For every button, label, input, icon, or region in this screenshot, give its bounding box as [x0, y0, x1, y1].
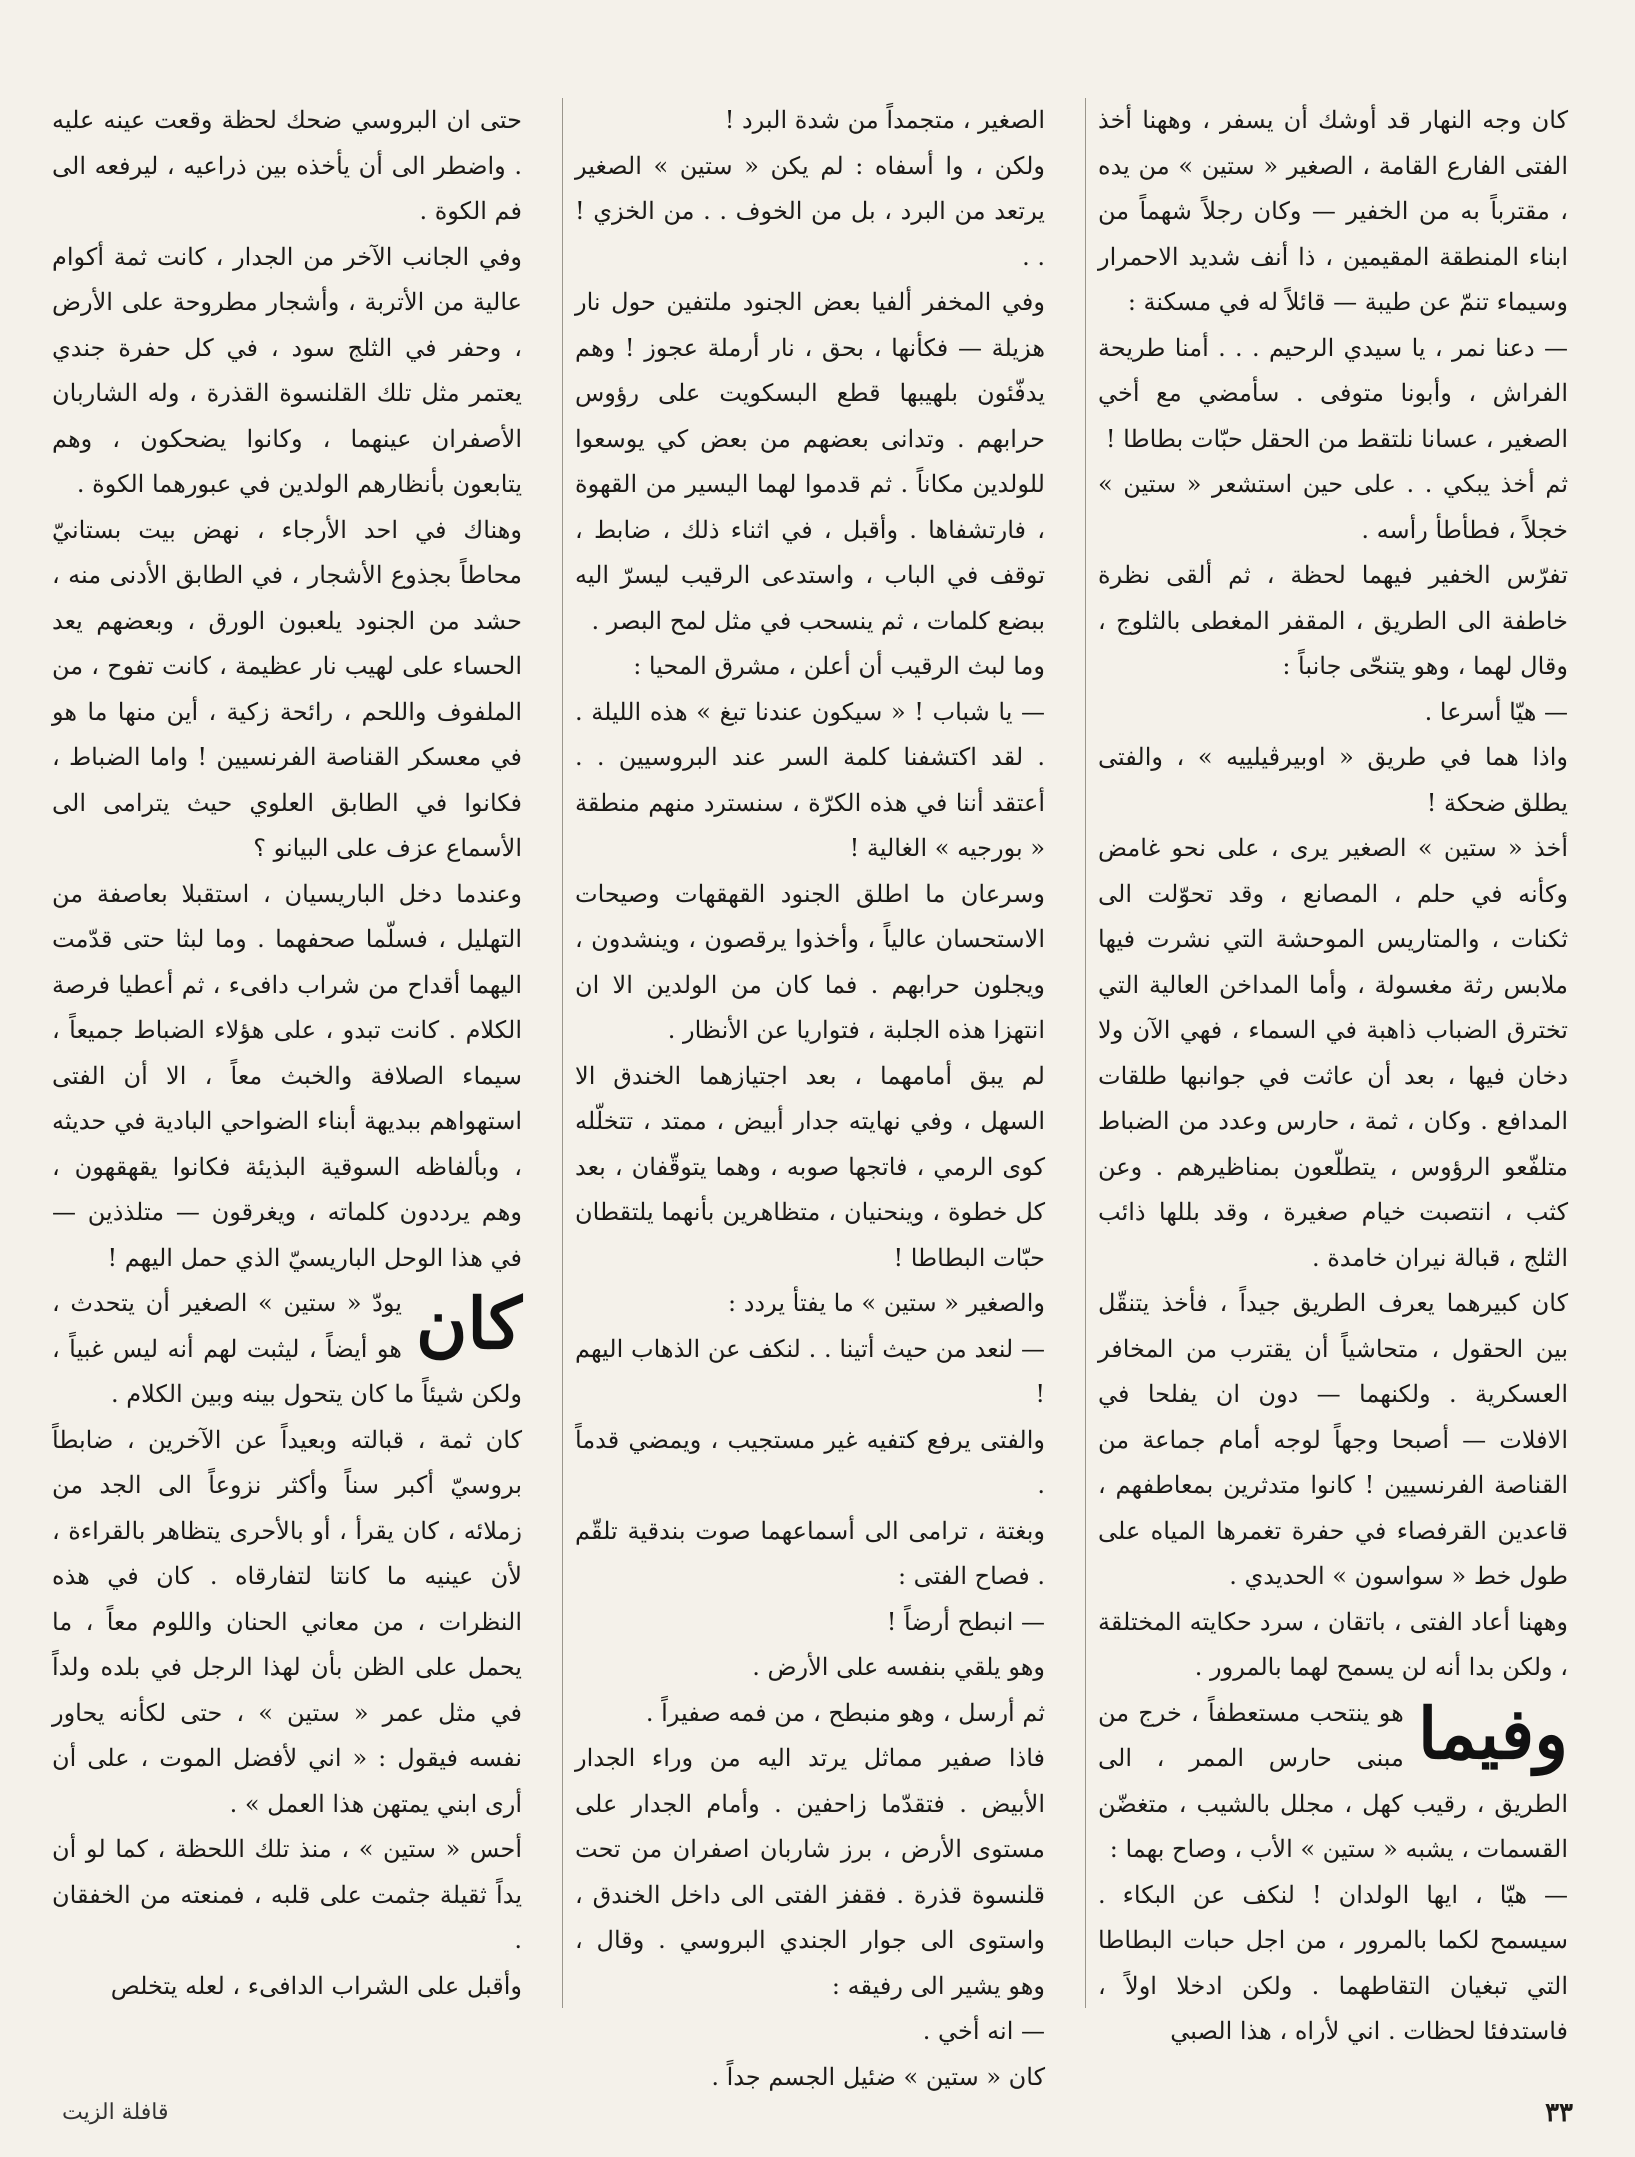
paragraph: ثم أرسل ، وهو منبطح ، من فمه صفيراً . — [645, 1698, 1045, 1727]
paragraph: كان كبيرهما يعرف الطريق جيداً ، فأخذ يتنقّل بين الحقول ، متحاشياً أن يقترب من المخافر العسكرية . ولكنهما — دون ان يفلحا في الافلات — أصبحا وجهاً لوجه أمام جماعة من القناصة الفرنسيين ! كانوا متدثرين بمعاطفهم ، قاعدين القرفصاء في حفرة تغمرها المياه على طول خط « سواسون » الحديدي . — [1098, 1289, 1568, 1590]
paragraph-with-dropcap — [1098, 1691, 1568, 1873]
paragraph: الصغير ، متجمداً من شدة البرد ! — [724, 106, 1045, 134]
paragraph: — يا شباب ! « سيكون عندنا تبغ » هذه الليلة . . لقد اكتشفنا كلمة السر عند البروسيين . . أعتقد أننا في هذه الكرّة ، سنسترد منهم منطقة « بورجيه » الغالية ! — [575, 697, 1045, 862]
paragraph: وبغتة ، ترامى الى أسماعهما صوت بندقية تلقّم . فصاح الفتى : — [575, 1516, 1045, 1590]
paragraph: — هيّا ، ايها الولدان ! لنكف عن البكاء . سيسمح لكما بالمرور ، من اجل حبات البطاطا التي تبغيان التقاطهما . ولكن ادخلا اولاً ، فاستدفئا لحظات . اني لأراه ، هذا الصبي — [1098, 1880, 1568, 2045]
paragraph: — هيّا أسرعا . — [1424, 697, 1568, 726]
magazine-name: قافلة الزيت — [62, 2100, 169, 2125]
paragraph: كان وجه النهار قد أوشك أن يسفر ، وههنا أخذ الفتى الفارع القامة ، الصغير « ستين » من يده ، مقترباً به من الخفير — وكان رجلاً شهماً من ابناء المنطقة المقيمين ، ذا أنف شديد الاحمرار وسيماء تنمّ عن طيبة — قائلاً له في مسكنة : — [1098, 106, 1568, 316]
paragraph: واذا هما في طريق « اوبيرڤيلييه » ، والفتى يطلق ضحكة ! — [1098, 743, 1568, 817]
paragraph: كان ثمة ، قبالته وبعيداً عن الآخرين ، ضابطاً بروسيّ أكبر سناً وأكثر نزوعاً الى الجد من زملائه ، كان يقرأ ، أو بالأحرى يتظاهر بالقراءة ، لأن عينيه ما كانتا لتفارقاه . كان في هذه النظرات ، من معاني الحنان واللوم معاً ، ما يحمل على الظن بأن لهذا الرجل في بلده ولداً في مثل عمر « ستين » ، حتى لكأنه يحاور نفسه فيقول : « اني لأفضل الموت ، على أن أرى ابني يمتهن هذا العمل » . — [52, 1425, 522, 1818]
paragraph: وهو يلقي بنفسه على الأرض . — [752, 1653, 1045, 1681]
paragraph-text: هو ينتحب مستعطفاً ، خرج من مبنى حارس الممر ، الى الطريق ، رقيب كهل ، مجلل بالشيب ، متغضّن القسمات ، يشبه « ستين » الأب ، وصاح بهما : — [1098, 1698, 1568, 1863]
dropcap: كان — [415, 1282, 522, 1365]
paragraph: كان « ستين » ضئيل الجسم جداً . — [711, 2062, 1045, 2091]
paragraph-with-dropcap — [52, 1281, 522, 1418]
column-divider — [1085, 98, 1086, 2008]
text-column-left — [52, 98, 522, 2008]
column-divider — [562, 98, 563, 2008]
paragraph: — دعنا نمر ، يا سيدي الرحيم . . . أمنا طريحة الفراش ، وأبونا متوفى . سأمضي مع أخي الصغير ، عسانا نلتقط من الحقل حبّات بطاطا ! — [1098, 333, 1568, 453]
paragraph: — انه أخي . — [922, 2017, 1045, 2045]
paragraph: حتى ان البروسي ضحك لحظة وقعت عينه عليه . واضطر الى أن يأخذه بين ذراعيه ، ليرفعه الى فم الكوة . — [52, 106, 522, 225]
paragraph: وما لبث الرقيب أن أعلن ، مشرق المحيا : — [633, 652, 1045, 680]
paragraph: وهناك في احد الأرجاء ، نهض بيت بستانيّ محاطاً بجذوع الأشجار ، في الطابق الأدنى منه ، حشد من الجنود يلعبون الورق ، وبعضهم يعد الحساء على لهيب نار عظيمة ، كانت تفوح ، من الملفوف واللحم ، رائحة زكية ، أين منها ما هو في معسكر القناصة الفرنسيين ! واما الضباط ، فكانوا في الطابق العلوي حيث يترامى الى الأسماع عزف على البيانو ؟ — [52, 515, 522, 862]
dropcap: وفيما — [1417, 1691, 1568, 1775]
paragraph: وعندما دخل الباريسيان ، استقبلا بعاصفة من التهليل ، فسلّما صحفهما . وما لبثا حتى قدّمت اليهما أقداح من شراب دافىء ، ثم أعطيا فرصة الكلام . كانت تبدو ، على هؤلاء الضباط جميعاً ، سيماء الصلافة والخبث معاً ، الا أن الفتى استهواهم ببديهة أبناء الضواحي البادية في حديثه ، وبألفاظه السوقية البذيئة فكانوا يقهقهون ، وهم يرددون كلماته ، ويغرقون — متلذذين — في هذا الوحل الباريسيّ الذي حمل اليهم ! — [52, 879, 522, 1272]
paragraph: ولكن ، وا أسفاه : لم يكن « ستين » الصغير يرتعد من البرد ، بل من الخوف . . من الخزي ! . . — [575, 151, 1045, 271]
paragraph: والصغير « ستين » ما يفتأ يردد : — [727, 1289, 1045, 1317]
paragraph: أحس « ستين » ، منذ تلك اللحظة ، كما لو أن يداً ثقيلة جثمت على قلبه ، فمنعته من الخفقان . — [52, 1835, 522, 1954]
paragraph: — لنعد من حيث أتينا . . لنكف عن الذهاب اليهم ! — [575, 1334, 1045, 1408]
paragraph: والفتى يرفع كتفيه غير مستجيب ، ويمضي قدماً . — [575, 1425, 1045, 1499]
page-number: ٣٣ — [1545, 2098, 1573, 2128]
text-column-middle — [575, 98, 1045, 2091]
paragraph: أخذ « ستين » الصغير يرى ، على نحو غامض وكأنه في حلم ، المصانع ، وقد تحوّلت الى ثكنات ، والمتاريس الموحشة التي نشرت فيها ملابس رثة مغسولة ، وأما المداخن العالية التي تخترق الضباب ذاهبة في السماء ، فهي الآن ولا دخان فيها ، بعد أن عاثت في جوانبها طلقات المدافع . وكان ، ثمة ، حارس وعدد من الضباط متلفّعو الرؤوس ، يتطلّعون بمناظيرهم . وعن كثب ، انتصبت خيام صغيرة ، وقد بللها ذائب الثلج ، قبالة نيران خامدة . — [1098, 834, 1569, 1272]
paragraph-text: يودّ « ستين » الصغير أن يتحدث ، هو أيضاً ، ليثبت لهم أنه ليس غبياً ، ولكن شيئاً ما كان يتحول بينه وبين الكلام . — [52, 1289, 522, 1408]
text-column-right — [1098, 98, 1569, 2045]
paragraph: وفي المخفر ألفيا بعض الجنود ملتفين حول نار هزيلة — فكأنها ، بحق ، نار أرملة عجوز ! وهم يدفّئون بلهيبها قطع البسكويت على رؤوس حرابهم . وتدانى بعضهم من بعض كي يوسعوا للولدين مكاناً . ثم قدموا لهما اليسير من القهوة ، فارتشفاها . وأقبل ، في اثناء ذلك ، ضابط ، توقف في الباب ، واستدعى الرقيب ليسرّ اليه ببضع كلمات ، ثم ينسحب في مثل لمح البصر . — [575, 288, 1045, 635]
paragraph: وأقبل على الشراب الدافىء ، لعله يتخلص — [110, 1971, 522, 2000]
paragraph: تفرّس الخفير فيهما لحظة ، ثم ألقى نظرة خاطفة الى الطريق ، المقفر المغطى بالثلوج ، وقال لهما ، وهو يتنحّى جانباً : — [1098, 561, 1568, 680]
paragraph: فاذا صفير مماثل يرتد اليه من وراء الجدار الأبيض . فتقدّما زاحفين . وأمام الجدار على مستوى الأرض ، برز شاربان اصفران من تحت قلنسوة قذرة . فقفز الفتى الى داخل الخندق ، واستوى الى جوار الجندي البروسي . وقال ، وهو يشير الى رفيقه : — [575, 1744, 1045, 2000]
paragraph: لم يبق أمامهما ، بعد اجتيازهما الخندق الا السهل ، وفي نهايته جدار أبيض ، ممتد ، تتخلّله كوى الرمي ، فاتجها صوبه ، وهما يتوقّفان ، بعد كل خطوة ، وينحنيان ، متظاهرين بأنهما يلتقطان حبّات البطاطا ! — [575, 1061, 1045, 1272]
paragraph: — انبطح أرضاً ! — [886, 1607, 1045, 1636]
paragraph: وفي الجانب الآخر من الجدار ، كانت ثمة أكوام عالية من الأتربة ، وأشجار مطروحة على الأرض ، وحفر في الثلج سود ، في كل حفرة جندي يعتمر مثل تلك القلنسوة القذرة ، وله الشاربان الأصفران عينهما ، وكانوا يضحكون ، وهم يتابعون بأنظارهم الولدين في عبورهما الكوة . — [52, 242, 522, 498]
paragraph: وسرعان ما اطلق الجنود القهقهات وصيحات الاستحسان عالياً ، وأخذوا يرقصون ، وينشدون ، ويجلون حرابهم . فما كان من الولدين الا ان انتهزا هذه الجلبة ، فتواريا عن الأنظار . — [575, 879, 1045, 1044]
paragraph: ثم أخذ يبكي . . على حين استشعر « ستين » خجلاً ، فطأطأ رأسه . — [1098, 470, 1568, 544]
paragraph: وههنا أعاد الفتى ، باتقان ، سرد حكايته المختلقة ، ولكن بدا أنه لن يسمح لهما بالمرور . — [1098, 1607, 1568, 1681]
